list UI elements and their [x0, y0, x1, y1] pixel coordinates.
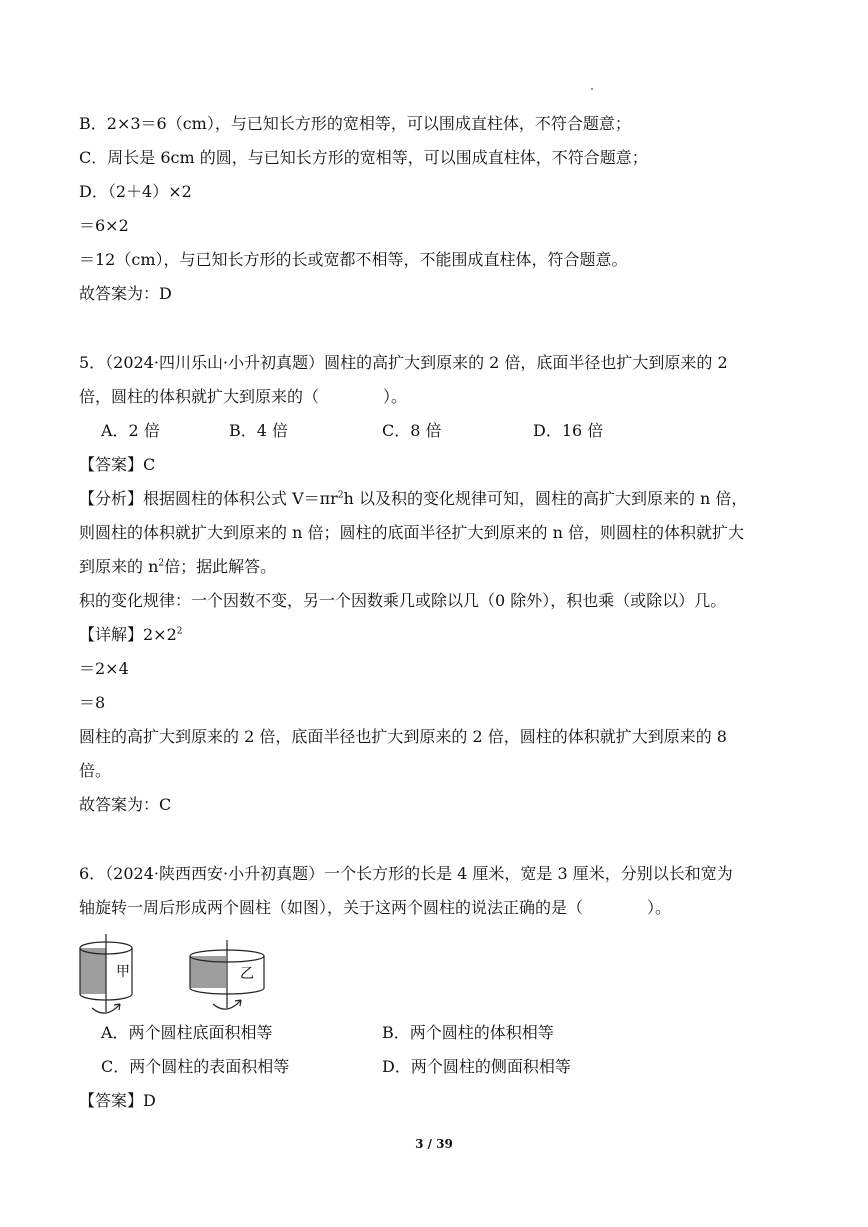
q5-option-d: D．16 倍 — [533, 421, 604, 440]
prev-option-b-explanation: B．2×3＝6（cm），与已知长方形的宽相等，可以围成直柱体，不符合题意； — [79, 114, 631, 133]
q5-detail-line1: 【详解】$2\times 2^2$ — [79, 625, 183, 644]
cylinder-b — [190, 940, 264, 1009]
q5-analysis-line3: 到原来的 $n^2$倍；据此解答。 — [79, 557, 277, 576]
q6-option-c: C．两个圆柱的表面积相等 — [101, 1057, 290, 1076]
prev-answer: 故答案为：D — [79, 284, 172, 303]
q5-option-b: B．4 倍 — [229, 421, 289, 440]
q5-answer: 【答案】C — [79, 455, 156, 474]
cylinders-diagram — [70, 932, 280, 1028]
q6-answer: 【答案】D — [79, 1091, 156, 1110]
cylinder-a — [80, 934, 132, 1013]
cylinders-figure — [70, 932, 280, 1028]
prev-option-d-line2: ＝6×2 — [79, 216, 129, 235]
q5-analysis-line4: 积的变化规律：一个因数不变，另一个因数乘几或除以几（0 除外），积也乘（或除以）几。 — [79, 591, 727, 610]
q5-final-answer: 故答案为：C — [79, 795, 172, 814]
q6-stem-line2: 轴旋转一周后形成两个圆柱（如图），关于这两个圆柱的说法正确的是（ ）。 — [79, 898, 672, 917]
q5-option-c: C．8 倍 — [382, 421, 442, 440]
cylinder-b-label: 乙 — [240, 966, 254, 982]
q5-option-a: A．2 倍 — [101, 421, 160, 440]
q6-option-a: A．两个圆柱底面积相等 — [101, 1023, 273, 1042]
q5-stem-line2: 倍，圆柱的体积就扩大到原来的（ ）。 — [79, 387, 408, 406]
q5-detail-line5: 倍。 — [79, 761, 112, 780]
q5-detail-line3: ＝8 — [79, 693, 106, 712]
q6-option-d: D．两个圆柱的侧面积相等 — [382, 1057, 571, 1076]
q6-option-b: B．两个圆柱的体积相等 — [382, 1023, 554, 1042]
q5-analysis-line2: 则圆柱的体积就扩大到原来的 n 倍；圆柱的底面半径扩大到原来的 n 倍，则圆柱的体积就扩大 — [79, 523, 744, 542]
q5-detail-line4: 圆柱的高扩大到原来的 2 倍，底面半径也扩大到原来的 2 倍，圆柱的体积就扩大到原来的 8 — [79, 727, 727, 746]
prev-option-d-line3: ＝12（cm），与已知长方形的长或宽都不相等，不能围成直柱体，符合题意。 — [79, 250, 628, 269]
q5-analysis-line1: 【分析】根据圆柱的体积公式 $V=\pi r^2h$ 以及积的变化规律可知，圆柱的高扩大到原来的 n 倍， — [79, 489, 748, 508]
prev-option-d-line1: D．（2＋4）×2 — [79, 182, 192, 201]
q5-stem-line1: 5．（2024·四川乐山·小升初真题）圆柱的高扩大到原来的 2 倍，底面半径也扩大到原来的 2 — [79, 353, 728, 372]
q5-detail-line2: ＝2×4 — [79, 659, 129, 678]
prev-option-c-explanation: C．周长是 6cm 的圆，与已知长方形的宽相等，可以围成直柱体，不符合题意； — [79, 148, 648, 167]
q6-stem-line1: 6．（2024·陕西西安·小升初真题）一个长方形的长是 4 厘米，宽是 3 厘米，分别以长和宽为 — [79, 864, 733, 883]
cylinder-a-label: 甲 — [116, 964, 130, 980]
scan-dot — [591, 88, 593, 90]
page-number: 3 / 39 — [415, 1137, 453, 1151]
